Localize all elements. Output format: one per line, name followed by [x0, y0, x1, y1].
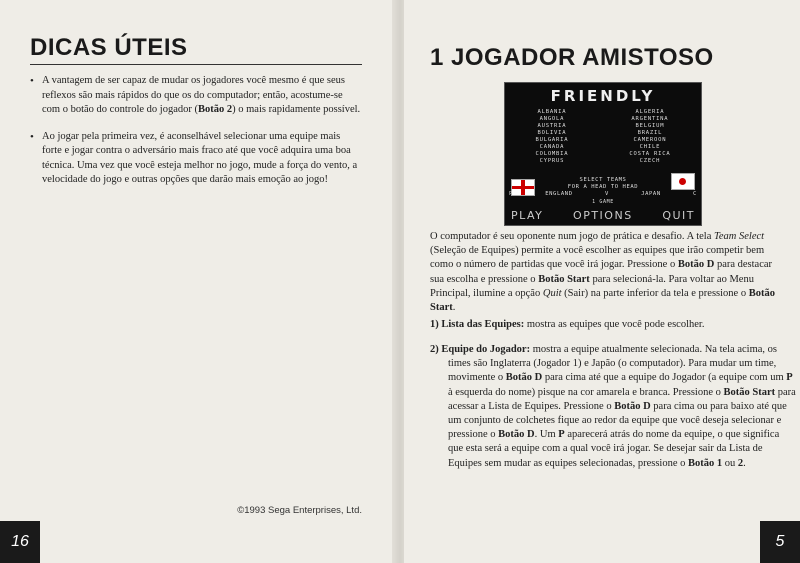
- right-page-title: 1 JOGADOR AMISTOSO: [430, 44, 714, 71]
- player-marker: P: [509, 191, 513, 197]
- tip-item: • A vantagem de ser capaz de mudar os jogadores você mesmo é que seus reflexos são mais rápidos do que os do computador; então, acostume-se com o botão do controle do jogador (Botão 2) o mais rapidamente possível.: [30, 74, 362, 118]
- tips-list: [30, 74, 362, 200]
- game-count: 1 GAME: [592, 199, 614, 205]
- intro-paragraph: O computador é seu oponente num jogo de prática e desafio. A tela Team Select (Seleção de Equipes) permite a você escolher as equipes que irão competir bem como o número de partidas que você irá jogar. Pressione o Botão D para destacar sua escolha e pressione o Botão Start para selecioná-la. Para voltar ao Menu Principal, ilumine a opção Quit (Sair) na parte inferior da tela e pressione o Botão Start.: [430, 231, 775, 314]
- right-page: [404, 0, 800, 563]
- menu-play: PLAY: [511, 209, 544, 222]
- screenshot-title: FRIENDLY: [550, 87, 656, 105]
- screenshot-menu: [511, 209, 695, 222]
- matchup-row: [509, 191, 697, 197]
- menu-options: OPTIONS: [573, 209, 633, 222]
- copyright: ©1993 Sega Enterprises, Ltd.: [237, 505, 362, 516]
- player-team-description: 2) Equipe do Jogador: mostra a equipe atualmente selecionada. Na tela acima, os times são Inglaterra (Jogador 1) e Japão (o computador). Para mudar um time, movimente o Botão D para cima até que a equipe do Jogador (a equipe com um P à esquerda do nome) pisque na cor amarela e branca. Pressione o Botão Start para acessar a Lista de Equipes. Pressione o Botão D para cima ou para baixo até que um conjunto de colchetes fique ao redor da equipe que você deseja selecionar e pressione o Botão D. Um P aparecerá atrás do nome da equipe, o que significa que esta será a equipe com a qual você irá jogar. Se desejar sair da Lista de Equipes sem mudar as equipes selecionadas, pressione o Botão 1 ou 2.: [430, 344, 796, 469]
- page-number-right: 5: [760, 521, 800, 563]
- menu-quit: QUIT: [662, 209, 695, 222]
- computer-marker: C: [693, 191, 697, 197]
- select-teams-prompt: SELECT TEAMS FOR A HEAD TO HEAD: [567, 177, 639, 190]
- team-column-right: ALGERIA ARGENTINA BELGIUM BRAZIL CAMEROON CHILE COSTA RICA CZECH: [629, 109, 671, 164]
- vs-label: V: [604, 191, 609, 197]
- team1: ENGLAND: [545, 191, 573, 197]
- left-page-title: DICAS ÚTEIS: [30, 34, 188, 61]
- title-rule: [30, 64, 362, 65]
- team-list: [505, 109, 701, 165]
- page-number-left: 16: [0, 521, 40, 563]
- team2: JAPAN: [641, 191, 661, 197]
- japan-flag-icon: [671, 173, 695, 190]
- game-screenshot: [504, 82, 702, 226]
- left-page: [0, 0, 396, 563]
- tip-item: • Ao jogar pela primeira vez, é aconselhável selecionar uma equipe mais forte e jogar contra o adversário mais fraco até que você adquira uma boa técnica. Uma vez que você esteja melhor no jogo, mude a força do vento, a velocidade do jogo e outras opções que darão mais emoção ao jogo!: [30, 130, 362, 188]
- team-list-description: 1) Lista das Equipes: mostra as equipes que você pode escolher.: [430, 319, 705, 330]
- team-column-left: ALBANIA ANGOLA AUSTRIA BOLIVIA BULGARIA CANADA COLOMBIA CYPRUS: [535, 109, 569, 164]
